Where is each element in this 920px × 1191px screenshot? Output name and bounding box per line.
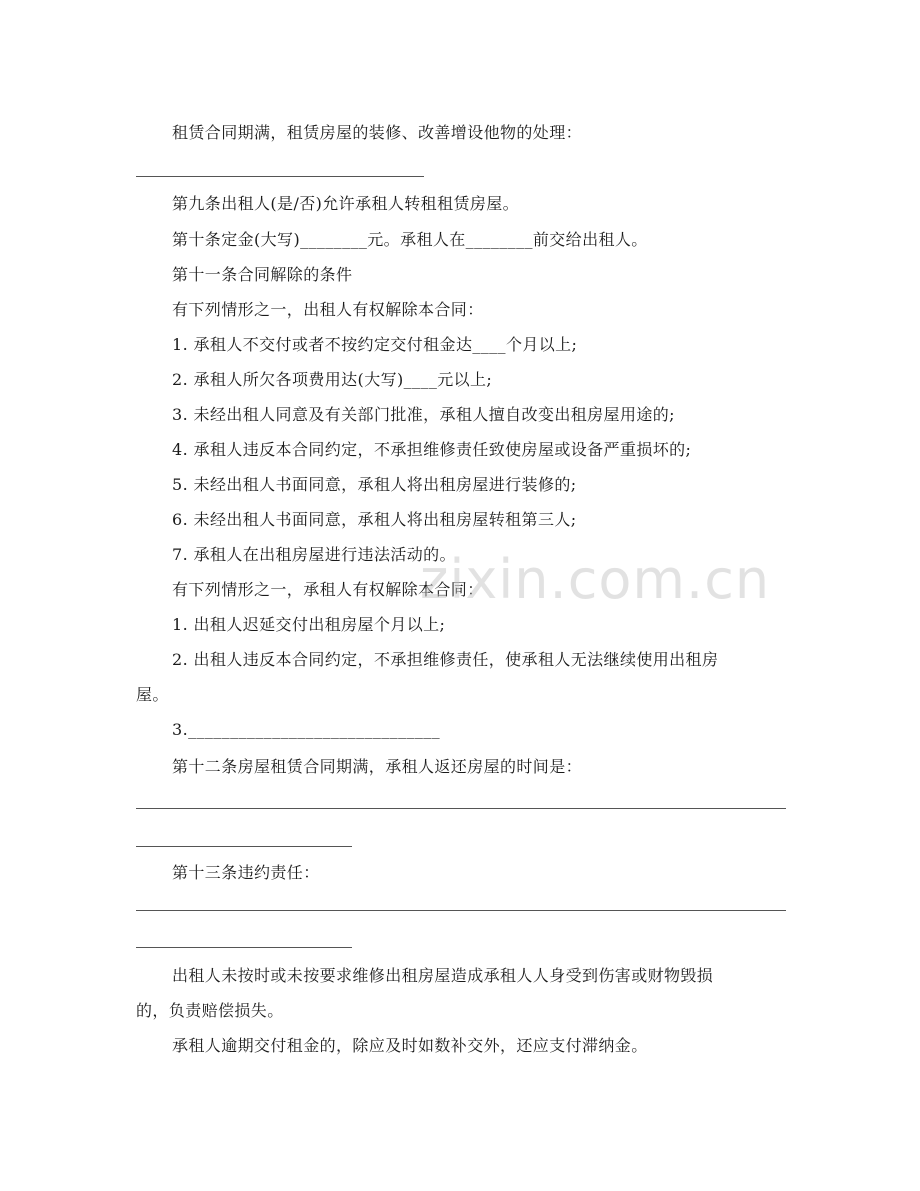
blank-line — [136, 846, 352, 847]
lessee-termination-intro: 有下列情形之一，承租人有权解除本合同： — [172, 580, 484, 599]
list-item: 5. 未经出租人书面同意，承租人将出租房屋进行装修的; — [172, 475, 577, 494]
list-item: 1. 承租人不交付或者不按约定交付租金达____个月以上; — [172, 335, 578, 354]
list-item: 4. 承租人违反本合同约定，不承担维修责任致使房屋或设备严重损坏的; — [172, 440, 692, 459]
lessor-liability-continuation: 的，负责赔偿损失。 — [136, 1001, 284, 1020]
article-9-sublease: 第九条出租人(是/否)允许承租人转租租赁房屋。 — [172, 194, 520, 213]
article-12-return: 第十二条房屋租赁合同期满，承租人返还房屋的时间是： — [172, 757, 583, 776]
watermark: zixin.com.cn — [420, 548, 771, 611]
lessee-late-payment-paragraph: 承租人逾期交付租金的，除应及时如数补交外，还应支付滞纳金。 — [172, 1036, 648, 1055]
blank-line — [136, 808, 786, 809]
article-11-heading: 第十一条合同解除的条件 — [172, 265, 353, 284]
list-item: 6. 未经出租人书面同意，承租人将出租房屋转租第三人; — [172, 510, 577, 529]
blank-line — [136, 947, 352, 948]
paragraph-lease-expiry-renovation: 租赁合同期满，租赁房屋的装修、改善增设他物的处理： — [172, 123, 583, 142]
list-item: 3. 未经出租人同意及有关部门批准，承租人擅自改变出租房屋用途的; — [172, 405, 675, 424]
lessor-liability-paragraph: 出租人未按时或未按要求维修出租房屋造成承租人人身受到伤害或财物毁损 — [172, 966, 714, 985]
list-item: 2. 出租人违反本合同约定，不承担维修责任，使承租人无法继续使用出租房 — [172, 650, 719, 669]
blank-line — [136, 176, 424, 177]
list-item-continuation: 屋。 — [136, 685, 169, 704]
list-item: 3.______________________________ — [172, 720, 441, 739]
article-10-deposit: 第十条定金(大写)________元。承租人在________前交给出租人。 — [172, 230, 648, 249]
blank-line — [136, 910, 786, 911]
list-item: 1. 出租人迟延交付出租房屋个月以上; — [172, 615, 446, 634]
article-13-liability: 第十三条违约责任： — [172, 863, 320, 882]
list-item: 2. 承租人所欠各项费用达(大写)____元以上; — [172, 370, 493, 389]
list-item: 7. 承租人在出租房屋进行违法活动的。 — [172, 545, 456, 564]
lessor-termination-intro: 有下列情形之一，出租人有权解除本合同： — [172, 300, 484, 319]
